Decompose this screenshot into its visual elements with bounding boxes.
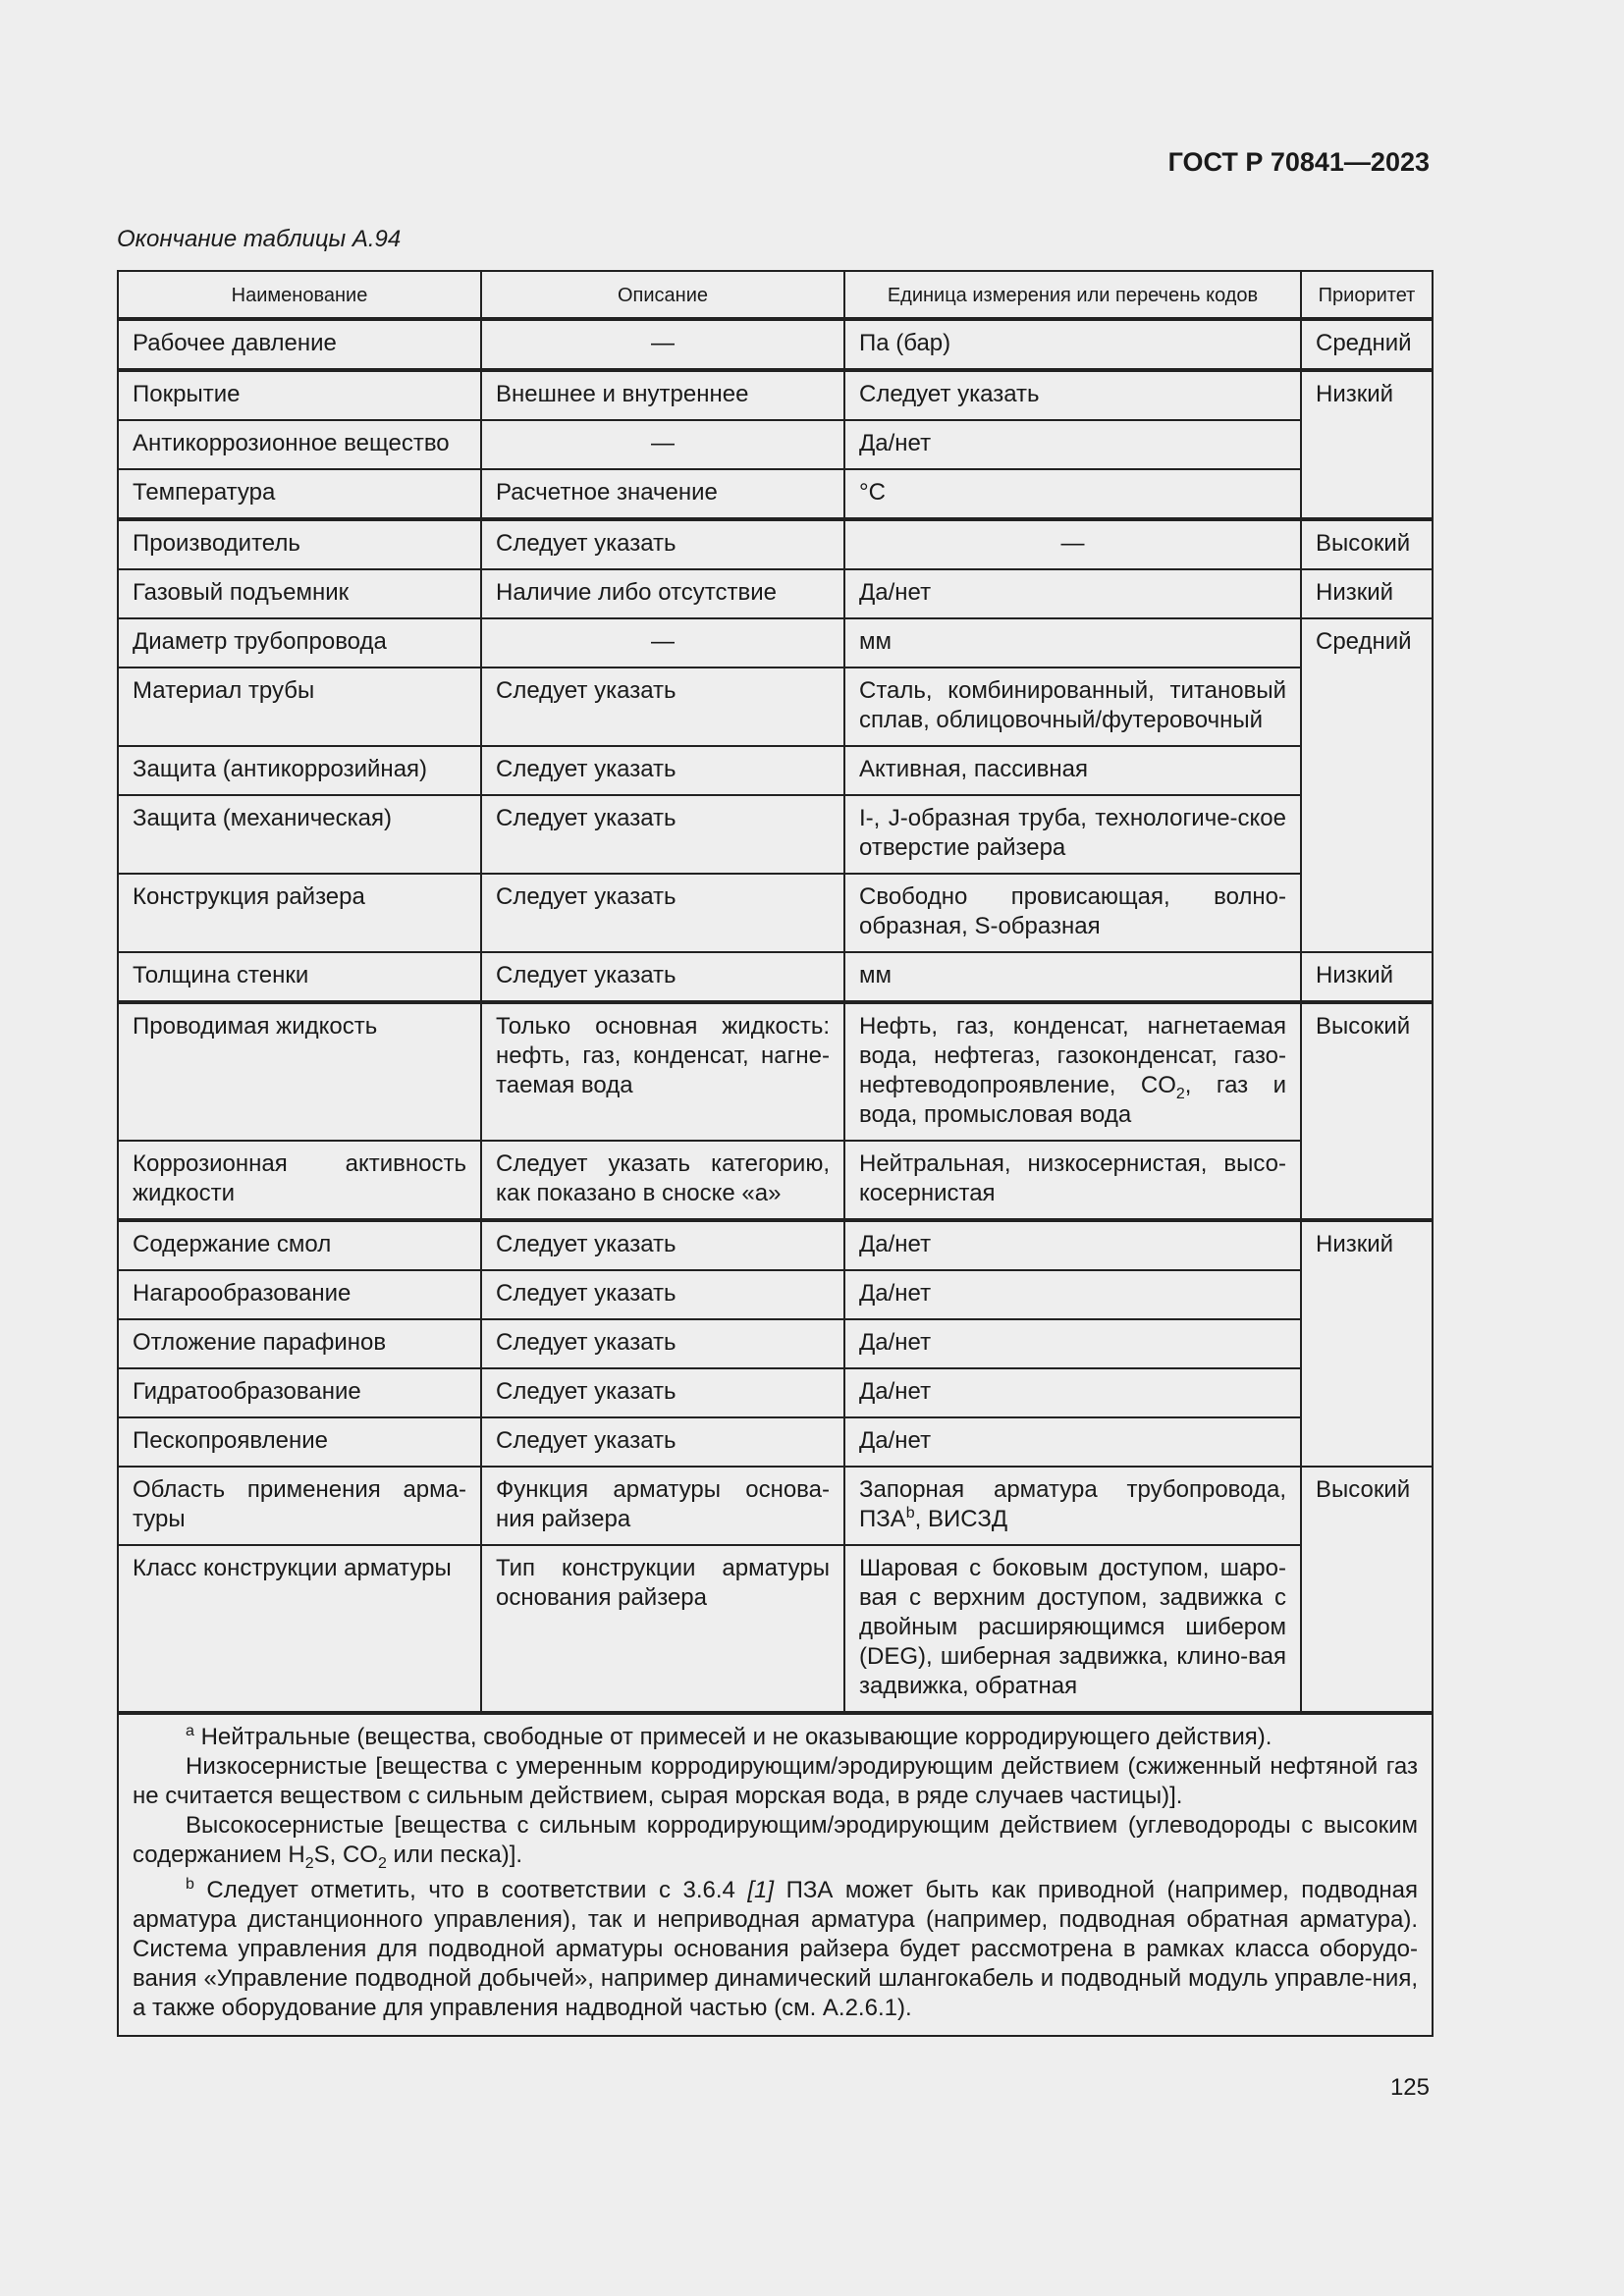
cell-description: Следует указать — [481, 1417, 844, 1467]
cell-priority: Средний — [1301, 618, 1433, 952]
cell-name: Конструкция райзера — [118, 874, 481, 952]
cell-description: — — [481, 319, 844, 370]
cell-unit: мм — [844, 618, 1301, 667]
cell-description: Следует указать — [481, 1319, 844, 1368]
table-row — [118, 319, 1433, 370]
cell-name: Температура — [118, 469, 481, 519]
cell-priority: Высокий — [1301, 1002, 1433, 1220]
cell-description: — — [481, 420, 844, 469]
cell-name: Антикоррозионное вещество — [118, 420, 481, 469]
cell-name: Защита (антикоррозийная) — [118, 746, 481, 795]
cell-name: Содержание смол — [118, 1220, 481, 1270]
cell-description: Следует указать — [481, 795, 844, 874]
parameters-table — [117, 270, 1434, 2037]
table-row — [118, 1319, 1433, 1368]
table-row — [118, 1270, 1433, 1319]
table-row — [118, 667, 1433, 746]
cell-unit: Па (бар) — [844, 319, 1301, 370]
table-row — [118, 569, 1433, 618]
cell-name: Защита (механическая) — [118, 795, 481, 874]
note-b: $^b$ Следует отметить, что в соответствии с 3.6.4 [1] ПЗА может быть как приводной (например, подводная арматура дистанционного управления), так и неприводная арматура (например, подводная обратная арматура). Система управления для подводной арматуры основания райзера будет рассмотрена в рамках класса оборудо-вания «Управление подводной добычей», например динамический шлангокабель и подводный модуль управле-ния, а также оборудование для управления надводной частью (см. А.2.6.1). — [133, 1876, 1418, 2021]
cell-name: Нагарообразование — [118, 1270, 481, 1319]
cell-description: Следует указать категорию, как показано в сноске «а» — [481, 1141, 844, 1220]
cell-unit: I-, J-образная труба, технологиче-ское отверстие райзера — [844, 795, 1301, 874]
cell-unit: мм — [844, 952, 1301, 1002]
cell-priority: Низкий — [1301, 370, 1433, 519]
cell-description: Наличие либо отсутствие — [481, 569, 844, 618]
header-priority: Приоритет — [1301, 271, 1433, 319]
cell-priority: Низкий — [1301, 952, 1433, 1002]
cell-description: Следует указать — [481, 1368, 844, 1417]
note-low-sulfur: Низкосернистые [вещества с умеренным корродирующим/эродирующим действием (сжиженный нефтяной газ не считается веществом с сильным действием, сырая морская вода, в ряде случаев частицы)]. — [133, 1753, 1418, 1809]
cell-name: Пескопроявление — [118, 1417, 481, 1467]
cell-priority: Низкий — [1301, 569, 1433, 618]
header-unit: Единица измерения или перечень кодов — [844, 271, 1301, 319]
cell-description: Следует указать — [481, 667, 844, 746]
table-row — [118, 519, 1433, 569]
cell-unit: Нефть, газ, конденсат, нагнетаемая вода, нефтегаз, газоконденсат, газо-нефтеводопроявление, $CO_2$, газ и вода, промысловая вода — [844, 1002, 1301, 1141]
table-notes — [118, 1713, 1433, 2036]
cell-unit: Шаровая с боковым доступом, шаро-вая с верхним доступом, задвижка с двойным расширяющимся шибером (DEG), шиберная задвижка, клино-вая задвижка, обратная — [844, 1545, 1301, 1713]
cell-description: Тип конструкции арматуры основания райзера — [481, 1545, 844, 1713]
cell-unit: Активная, пассивная — [844, 746, 1301, 795]
cell-name: Диаметр трубопровода — [118, 618, 481, 667]
cell-priority: Высокий — [1301, 1467, 1433, 1713]
cell-description: Следует указать — [481, 519, 844, 569]
cell-name: Материал трубы — [118, 667, 481, 746]
cell-name: Область применения арма-туры — [118, 1467, 481, 1545]
cell-description: Только основная жидкость: нефть, газ, конденсат, нагне-таемая вода — [481, 1002, 844, 1141]
note-a: $^a$ Нейтральные (вещества, свободные от примесей и не оказывающие корродирующего действия). — [186, 1723, 1272, 1750]
cell-description: Расчетное значение — [481, 469, 844, 519]
cell-description: Внешнее и внутреннее — [481, 370, 844, 420]
table-caption: Окончание таблицы А.94 — [117, 226, 402, 252]
header-description: Описание — [481, 271, 844, 319]
table-row — [118, 1467, 1433, 1545]
cell-priority: Низкий — [1301, 1220, 1433, 1467]
table-row — [118, 469, 1433, 519]
table-row — [118, 1002, 1433, 1141]
table-row — [118, 1368, 1433, 1417]
cell-description: Следует указать — [481, 746, 844, 795]
cell-description: Следует указать — [481, 952, 844, 1002]
cell-priority: Высокий — [1301, 519, 1433, 569]
note-high-sulfur: Высокосернистые [вещества с сильным корродирующим/эродирующим действием (углеводороды с высоким содержанием $H_2S$, $CO_2$ или песка)]. — [133, 1812, 1418, 1872]
cell-unit: °C — [844, 469, 1301, 519]
table-row — [118, 370, 1433, 420]
cell-unit: Да/нет — [844, 1270, 1301, 1319]
cell-unit: Да/нет — [844, 1417, 1301, 1467]
header-name: Наименование — [118, 271, 481, 319]
cell-unit: Да/нет — [844, 420, 1301, 469]
table-notes-row — [118, 1713, 1433, 2036]
cell-name: Проводимая жидкость — [118, 1002, 481, 1141]
cell-unit: Да/нет — [844, 1220, 1301, 1270]
cell-description: Следует указать — [481, 1220, 844, 1270]
document-code: ГОСТ Р 70841—2023 — [1167, 147, 1430, 177]
table-row — [118, 1545, 1433, 1713]
cell-name: Гидратообразование — [118, 1368, 481, 1417]
cell-name: Отложение парафинов — [118, 1319, 481, 1368]
cell-description: Функция арматуры основа-ния райзера — [481, 1467, 844, 1545]
cell-name: Толщина стенки — [118, 952, 481, 1002]
table-row — [118, 874, 1433, 952]
cell-unit: Запорная арматура трубопровода, ПЗА$^b$, ВИСЗД — [844, 1467, 1301, 1545]
table-row — [118, 1220, 1433, 1270]
table-header-row — [118, 271, 1433, 319]
table-row — [118, 420, 1433, 469]
table-row — [118, 795, 1433, 874]
cell-priority: Средний — [1301, 319, 1433, 370]
cell-unit: Свободно провисающая, волно-образная, S-образная — [844, 874, 1301, 952]
cell-unit: — — [844, 519, 1301, 569]
cell-name: Покрытие — [118, 370, 481, 420]
table-row — [118, 746, 1433, 795]
cell-unit: Да/нет — [844, 1319, 1301, 1368]
cell-name: Рабочее давление — [118, 319, 481, 370]
cell-unit: Сталь, комбинированный, титановый сплав, облицовочный/футеровочный — [844, 667, 1301, 746]
table-row — [118, 1141, 1433, 1220]
cell-unit: Да/нет — [844, 1368, 1301, 1417]
cell-unit: Нейтральная, низкосернистая, высо-косернистая — [844, 1141, 1301, 1220]
table-row — [118, 618, 1433, 667]
cell-unit: Да/нет — [844, 569, 1301, 618]
page-number: 125 — [1389, 2074, 1430, 2101]
cell-name: Коррозионная активность жидкости — [118, 1141, 481, 1220]
table-row — [118, 1417, 1433, 1467]
cell-description: Следует указать — [481, 1270, 844, 1319]
cell-unit: Следует указать — [844, 370, 1301, 420]
cell-description: — — [481, 618, 844, 667]
cell-name: Газовый подъемник — [118, 569, 481, 618]
cell-name: Производитель — [118, 519, 481, 569]
cell-description: Следует указать — [481, 874, 844, 952]
table-row — [118, 952, 1433, 1002]
cell-name: Класс конструкции арматуры — [118, 1545, 481, 1713]
